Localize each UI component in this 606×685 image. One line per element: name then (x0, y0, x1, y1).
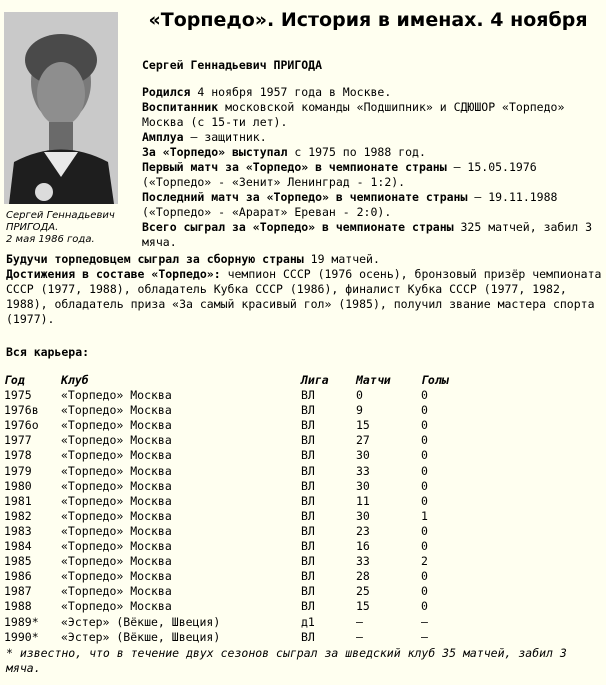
cell-league: ВЛ (301, 433, 315, 448)
cell-club: «Торпедо» Москва (61, 554, 172, 569)
cell-matches: 33 (356, 463, 370, 478)
cell-goals: 0 (421, 403, 428, 418)
cell-club: «Торпедо» Москва (61, 493, 172, 508)
cell-club: «Торпедо» Москва (61, 403, 172, 418)
cell-goals: 0 (421, 569, 428, 584)
cell-year: 1982 (4, 508, 32, 523)
cell-year: 1980 (4, 478, 32, 493)
caption-name: Сергей Геннадьевич (6, 210, 115, 221)
cell-league: ВЛ (301, 403, 315, 418)
player-photo (4, 12, 118, 204)
cell-club: «Торпедо» Москва (61, 448, 172, 463)
cell-matches: 23 (356, 523, 370, 538)
cell-goals: 0 (421, 599, 428, 614)
table-row (4, 448, 481, 463)
cell-year: 1975 (4, 388, 32, 403)
cell-matches: 0 (356, 388, 363, 403)
cell-league: ВЛ (301, 448, 315, 463)
table-row (4, 464, 481, 479)
caption-surname: ПРИГОДА. (6, 222, 59, 233)
table-row (4, 388, 481, 403)
cell-year: 1990* (4, 629, 39, 644)
cell-league: ВЛ (301, 478, 315, 493)
table-row (4, 554, 481, 569)
bio-born: Родился 4 ноября 1957 года в Москве. (142, 85, 392, 99)
cell-matches: 15 (356, 418, 370, 433)
bio-national: Будучи торпедовцем сыграл за сборную страны 19 матчей. (6, 252, 380, 266)
cell-matches: 30 (356, 508, 370, 523)
table-row (4, 524, 481, 539)
cell-league: д1 (301, 614, 315, 629)
table-row (4, 569, 481, 584)
header-league: Лига (301, 373, 329, 387)
cell-year: 1988 (4, 599, 32, 614)
bio-played: За «Торпедо» выступал с 1975 по 1988 год. (142, 145, 426, 159)
cell-club: «Торпедо» Москва (61, 433, 172, 448)
table-row (4, 630, 481, 645)
cell-club: «Торпедо» Москва (61, 418, 172, 433)
table-row (4, 418, 481, 433)
cell-goals: – (421, 629, 428, 644)
cell-league: ВЛ (301, 508, 315, 523)
cell-goals: 0 (421, 388, 428, 403)
cell-club: «Торпедо» Москва (61, 599, 172, 614)
cell-league: ВЛ (301, 554, 315, 569)
cell-league: ВЛ (301, 523, 315, 538)
cell-year: 1976в (4, 403, 39, 418)
bio-first-match: Первый матч за «Торпедо» в чемпионате страны – 15.05.1976 («Торпедо» - «Зенит» Ленинград - 1:2). (142, 160, 537, 189)
cell-goals: 0 (421, 418, 428, 433)
cell-league: ВЛ (301, 629, 315, 644)
cell-club: «Торпедо» Москва (61, 388, 172, 403)
page-title: «Торпедо». История в именах. 4 ноября (148, 9, 588, 31)
table-row (4, 433, 481, 448)
footnote: * известно, что в течение двух сезонов сыграл за шведский клуб 35 матчей, забил 3 мяча. (6, 646, 567, 675)
cell-club: «Торпедо» Москва (61, 508, 172, 523)
cell-league: ВЛ (301, 569, 315, 584)
cell-goals: 0 (421, 539, 428, 554)
cell-club: «Торпедо» Москва (61, 539, 172, 554)
cell-matches: 15 (356, 599, 370, 614)
header-goals: Голы (421, 373, 449, 387)
cell-year: 1989* (4, 614, 39, 629)
cell-goals: 0 (421, 523, 428, 538)
cell-goals: 2 (421, 554, 428, 569)
cell-league: ВЛ (301, 539, 315, 554)
cell-goals: 0 (421, 584, 428, 599)
player-name: Сергей Геннадьевич ПРИГОДА (142, 58, 323, 72)
cell-goals: 0 (421, 433, 428, 448)
cell-goals: 0 (421, 463, 428, 478)
cell-year: 1983 (4, 523, 32, 538)
cell-league: ВЛ (301, 463, 315, 478)
cell-club: «Торпедо» Москва (61, 569, 172, 584)
cell-matches: 25 (356, 584, 370, 599)
cell-league: ВЛ (301, 599, 315, 614)
cell-club: «Эстер» (Вёкше, Швеция) (61, 614, 221, 629)
cell-matches: 9 (356, 403, 363, 418)
cell-year: 1985 (4, 554, 32, 569)
cell-goals: 0 (421, 493, 428, 508)
cell-league: ВЛ (301, 418, 315, 433)
cell-matches: 28 (356, 569, 370, 584)
cell-goals: 1 (421, 508, 428, 523)
caption-date: 2 мая 1986 года. (6, 234, 95, 245)
cell-year: 1976о (4, 418, 39, 433)
bio-full-width (6, 252, 602, 327)
cell-club: «Торпедо» Москва (61, 584, 172, 599)
table-row (4, 539, 481, 554)
cell-year: 1978 (4, 448, 32, 463)
table-row (4, 403, 481, 418)
cell-year: 1987 (4, 584, 32, 599)
cell-year: 1977 (4, 433, 32, 448)
cell-matches: 33 (356, 554, 370, 569)
table-row (4, 494, 481, 509)
bio-block (142, 58, 602, 250)
bio-role: Амплуа – защитник. (142, 130, 267, 144)
cell-league: ВЛ (301, 493, 315, 508)
cell-matches: – (356, 614, 363, 629)
table-row (4, 599, 481, 614)
cell-goals: 0 (421, 478, 428, 493)
cell-club: «Торпедо» Москва (61, 523, 172, 538)
bio-total: Всего сыграл за «Торпедо» в чемпионате страны 325 матчей, забил 3 мяча. (142, 220, 593, 249)
cell-year: 1986 (4, 569, 32, 584)
bio-achievements: Достижения в составе «Торпедо»: чемпион СССР (1976 осень), бронзовый призёр чемпионата СССР (1977, 1988), обладатель Кубка СССР (1986), финалист Кубка СССР (1977, 1982, 1988), обладатель приза «За самый красивый гол» (1985), получил звание мастера спорта (1977). (6, 267, 602, 326)
bio-last-match: Последний матч за «Торпедо» в чемпионате страны – 19.11.1988 («Торпедо» - «Арарат» Ереван - 2:0). (142, 190, 558, 219)
header-year: Год (4, 373, 25, 387)
cell-matches: 30 (356, 478, 370, 493)
cell-matches: 16 (356, 539, 370, 554)
bio-pupil: Воспитанник московской команды «Подшипник» и СДЮШОР «Торпедо» Москва (с 15-ти лет). (142, 100, 565, 129)
table-row (4, 479, 481, 494)
cell-club: «Торпедо» Москва (61, 463, 172, 478)
cell-goals: – (421, 614, 428, 629)
cell-league: ВЛ (301, 584, 315, 599)
cell-club: «Торпедо» Москва (61, 478, 172, 493)
table-row (4, 509, 481, 524)
cell-matches: 30 (356, 448, 370, 463)
header-matches: Матчи (356, 373, 391, 387)
cell-league: ВЛ (301, 388, 315, 403)
cell-year: 1981 (4, 493, 32, 508)
career-title: Вся карьера: (6, 345, 90, 359)
photo-caption (6, 210, 124, 246)
career-header-row (4, 373, 481, 388)
career-table (4, 373, 481, 645)
cell-matches: 11 (356, 493, 370, 508)
cell-year: 1979 (4, 463, 32, 478)
table-row (4, 584, 481, 599)
header-club: Клуб (61, 373, 89, 387)
cell-year: 1984 (4, 539, 32, 554)
cell-matches: 27 (356, 433, 370, 448)
cell-matches: – (356, 629, 363, 644)
cell-goals: 0 (421, 448, 428, 463)
cell-club: «Эстер» (Вёкше, Швеция) (61, 629, 221, 644)
table-row (4, 615, 481, 630)
